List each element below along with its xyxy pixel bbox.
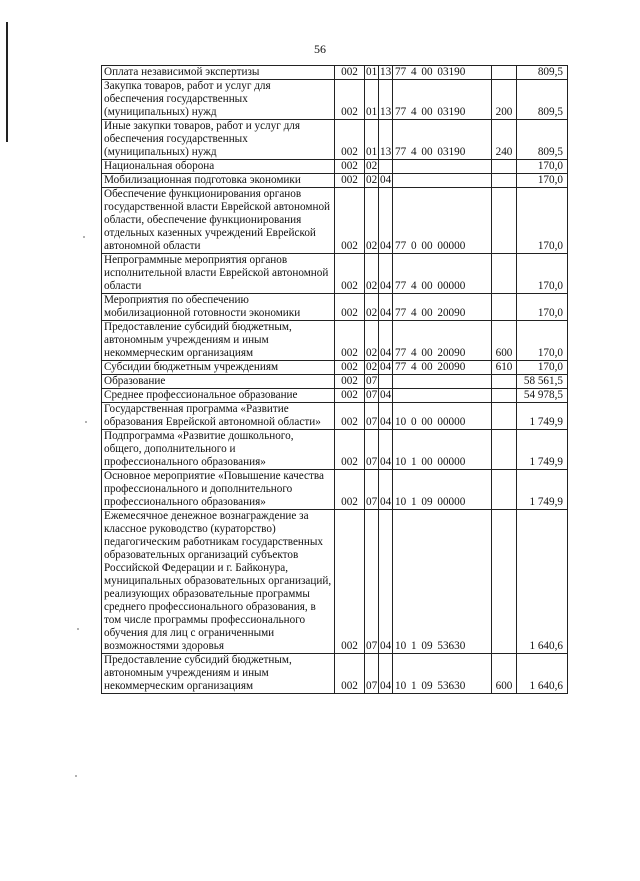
cell-vr: 600 (492, 654, 517, 694)
cell-csr: 77 4 00 00000 (393, 254, 492, 294)
cell-pr (379, 160, 393, 174)
table-row (102, 120, 568, 160)
row-name: Мероприятия по обеспечению мобилизационной готовности экономики (102, 294, 335, 321)
cell-gr: 002 (335, 66, 365, 80)
cell-vr (492, 389, 517, 403)
cell-csr: 10 1 00 00000 (393, 430, 492, 470)
cell-csr: 77 4 00 03190 (393, 66, 492, 80)
row-name: Предоставление субсидий бюджетным, автономным учреждениям и иным некоммерческим организациям (102, 654, 335, 694)
cell-rz: 07 (365, 403, 379, 430)
table-row (102, 294, 568, 321)
cell-pr: 04 (379, 403, 393, 430)
cell-vr: 240 (492, 120, 517, 160)
row-name: Мобилизационная подготовка экономики (102, 174, 335, 188)
cell-rz: 02 (365, 294, 379, 321)
cell-gr: 002 (335, 254, 365, 294)
cell-pr: 04 (379, 430, 393, 470)
cell-amount: 170,0 (517, 174, 568, 188)
cell-csr: 77 4 00 20090 (393, 361, 492, 375)
cell-amount: 170,0 (517, 160, 568, 174)
cell-amount: 170,0 (517, 188, 568, 254)
table-row (102, 654, 568, 694)
cell-rz: 02 (365, 188, 379, 254)
cell-csr: 10 0 00 00000 (393, 403, 492, 430)
cell-vr: 200 (492, 80, 517, 120)
table-row (102, 403, 568, 430)
cell-gr: 002 (335, 403, 365, 430)
table-row (102, 188, 568, 254)
cell-csr: 77 4 00 03190 (393, 80, 492, 120)
cell-pr: 13 (379, 120, 393, 160)
cell-pr: 04 (379, 470, 393, 510)
table-row (102, 510, 568, 654)
scan-speck (83, 236, 85, 238)
cell-gr: 002 (335, 654, 365, 694)
cell-rz: 02 (366, 174, 378, 186)
cell-pr: 13 (379, 80, 393, 120)
cell-vr (492, 174, 517, 188)
cell-amount: 1 749,9 (517, 430, 568, 470)
cell-vr (492, 160, 517, 174)
row-name: Иные закупки товаров, работ и услуг для обеспечения государственных (муниципальных) нужд (102, 120, 335, 160)
cell-csr: 77 4 00 20090 (393, 294, 492, 321)
row-name: Подпрограмма «Развитие дошкольного, общего, дополнительного и профессионального образования» (102, 430, 335, 470)
row-name: Ежемесячное денежное вознаграждение за классное руководство (кураторство) педагогическим работникам государственных образовательных организаций субъектов Российской Федерации и г. Байконура, муниципальных образовательных организаций, реализующих образовательные программы среднего профессионального образования, в том числе программы профессионального обучения для лиц с ограниченными возможностями здоровья (102, 510, 335, 654)
cell-csr (393, 375, 492, 389)
cell-csr (393, 160, 492, 174)
cell-pr: 04 (379, 188, 393, 254)
cell-amount: 1 640,6 (517, 654, 568, 694)
cell-amount: 1 749,9 (517, 470, 568, 510)
table-row (102, 430, 568, 470)
scan-speck (77, 628, 79, 630)
cell-csr (393, 389, 492, 403)
scan-speck (85, 421, 87, 423)
cell-csr: 77 4 00 20090 (393, 321, 492, 361)
cell-vr (492, 510, 517, 654)
cell-rz: 01 (366, 66, 378, 78)
cell-rz: 01 (365, 120, 379, 160)
row-name: Непрограммные мероприятия органов исполнительной власти Еврейской автономной области (102, 254, 335, 294)
row-name: Предоставление субсидий бюджетным, автономным учреждениям и иным некоммерческим организациям (102, 321, 335, 361)
table-row (102, 375, 568, 389)
page-edge-mark (6, 22, 8, 142)
cell-gr: 002 (335, 375, 365, 389)
cell-vr (492, 66, 517, 80)
table-row (102, 321, 568, 361)
row-name: Закупка товаров, работ и услуг для обеспечения государственных (муниципальных) нужд (102, 80, 335, 120)
cell-vr (492, 375, 517, 389)
table-row (102, 470, 568, 510)
cell-vr (492, 403, 517, 430)
cell-gr: 002 (335, 120, 365, 160)
cell-gr: 002 (335, 389, 365, 403)
cell-amount: 809,5 (517, 80, 568, 120)
cell-vr: 600 (492, 321, 517, 361)
cell-rz: 07 (365, 510, 379, 654)
cell-amount: 809,5 (517, 120, 568, 160)
table-row (102, 361, 568, 375)
cell-amount: 54 978,5 (517, 389, 568, 403)
table-row (102, 389, 568, 403)
cell-amount: 58 561,5 (517, 375, 568, 389)
cell-pr: 04 (379, 254, 393, 294)
cell-pr: 04 (379, 294, 393, 321)
cell-gr: 002 (335, 160, 365, 174)
cell-amount: 170,0 (517, 321, 568, 361)
row-name: Образование (102, 375, 335, 389)
cell-csr: 10 1 09 53630 (393, 654, 492, 694)
cell-pr: 04 (380, 389, 392, 401)
budget-table (101, 65, 568, 694)
cell-pr: 04 (379, 510, 393, 654)
cell-pr: 04 (379, 321, 393, 361)
page-number: 56 (314, 42, 326, 56)
cell-rz: 02 (365, 254, 379, 294)
cell-gr: 002 (335, 430, 365, 470)
cell-pr (379, 375, 393, 389)
table-row (102, 254, 568, 294)
row-name: Оплата независимой экспертизы (102, 66, 335, 80)
row-name: Государственная программа «Развитие образования Еврейской автономной области» (102, 403, 335, 430)
cell-vr (492, 188, 517, 254)
cell-gr: 002 (335, 80, 365, 120)
cell-gr: 002 (335, 174, 365, 188)
cell-amount: 170,0 (517, 361, 568, 375)
scan-speck (75, 775, 77, 777)
cell-vr (492, 294, 517, 321)
cell-csr: 10 1 09 53630 (393, 510, 492, 654)
cell-vr (492, 430, 517, 470)
cell-pr: 04 (380, 361, 392, 373)
cell-vr (492, 254, 517, 294)
table-row (102, 160, 568, 174)
row-name: Среднее профессиональное образование (102, 389, 335, 403)
cell-amount: 1 640,6 (517, 510, 568, 654)
cell-csr: 77 4 00 03190 (393, 120, 492, 160)
cell-rz: 07 (366, 389, 378, 401)
cell-csr: 10 1 09 00000 (393, 470, 492, 510)
cell-rz: 02 (365, 321, 379, 361)
cell-rz: 07 (365, 470, 379, 510)
cell-gr: 002 (335, 470, 365, 510)
cell-csr (393, 174, 492, 188)
cell-gr: 002 (335, 321, 365, 361)
row-name: Обеспечение функционирования органов государственной власти Еврейской автономной области, обеспечение функционирования отдельных казенных учреждений Еврейской автономной области (102, 188, 335, 254)
cell-amount: 170,0 (517, 254, 568, 294)
cell-pr: 13 (380, 66, 392, 78)
table-row (102, 66, 568, 80)
cell-rz: 02 (366, 361, 378, 373)
cell-rz: 01 (365, 80, 379, 120)
cell-rz: 07 (365, 654, 379, 694)
cell-rz: 07 (365, 430, 379, 470)
cell-gr: 002 (335, 361, 365, 375)
row-name: Субсидии бюджетным учреждениям (102, 361, 335, 375)
table-row (102, 174, 568, 188)
cell-gr: 002 (335, 510, 365, 654)
cell-pr: 04 (380, 174, 392, 186)
cell-vr: 610 (492, 361, 517, 375)
cell-gr: 002 (335, 188, 365, 254)
cell-csr: 77 0 00 00000 (393, 188, 492, 254)
cell-vr (492, 470, 517, 510)
cell-rz: 07 (366, 375, 378, 387)
cell-amount: 170,0 (517, 294, 568, 321)
cell-amount: 1 749,9 (517, 403, 568, 430)
cell-amount: 809,5 (517, 66, 568, 80)
cell-rz: 02 (366, 160, 378, 172)
cell-pr: 04 (379, 654, 393, 694)
row-name: Основное мероприятие «Повышение качества профессионального и дополнительного профессионального образования» (102, 470, 335, 510)
table-row (102, 80, 568, 120)
cell-gr: 002 (335, 294, 365, 321)
row-name: Национальная оборона (102, 160, 335, 174)
